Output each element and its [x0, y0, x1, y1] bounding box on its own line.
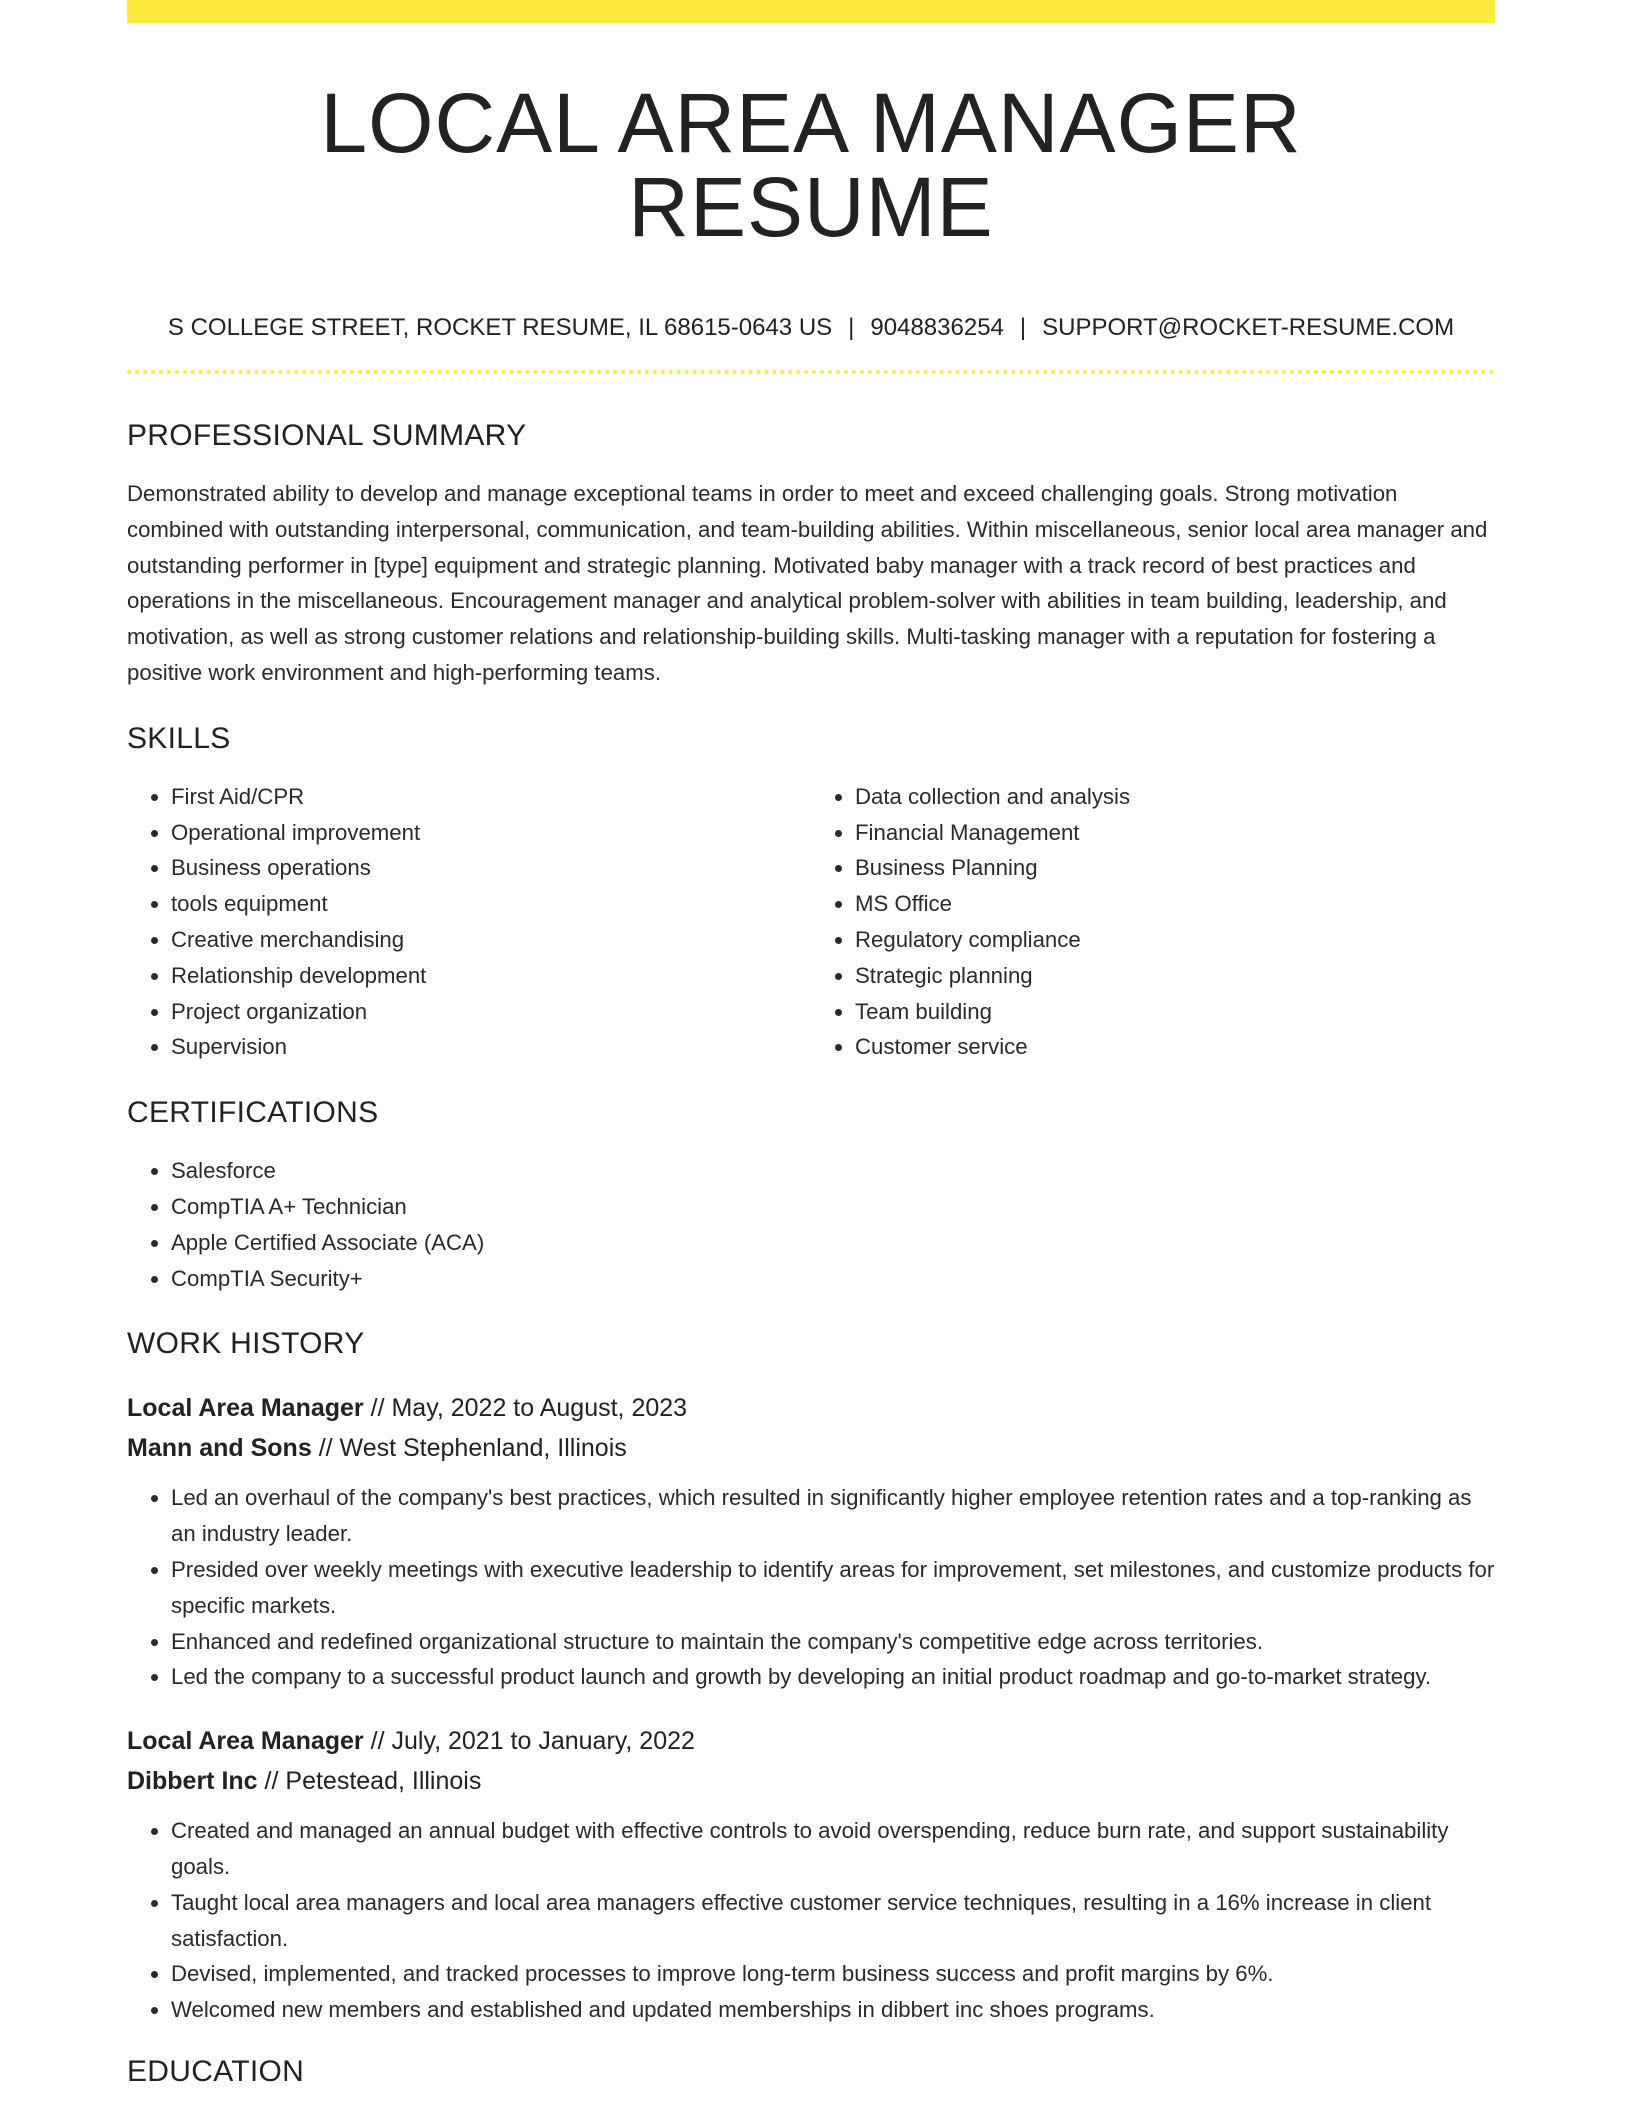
certification-item: • Apple Certified Associate (ACA): [171, 1225, 1495, 1261]
skill-item: • Team building: [855, 994, 1495, 1030]
skill-item: • First Aid/CPR: [171, 779, 811, 815]
certification-item: • CompTIA A+ Technician: [171, 1189, 1495, 1225]
job-bullets: [127, 1813, 1495, 2028]
contact-phone: 9048836254: [870, 314, 1004, 341]
contact-address: S COLLEGE STREET, ROCKET RESUME, IL 68615-0643 US: [167, 314, 833, 341]
skill-item: • Business Planning: [855, 850, 1495, 886]
skill-item: • Business operations: [171, 850, 811, 886]
job-bullet: • Devised, implemented, and tracked processes to improve long-term business success and profit margins by 6%.: [171, 1956, 1495, 1992]
job-company-line: [127, 1761, 1495, 1801]
certifications-list: [127, 1153, 1495, 1296]
job-bullet: • Taught local area managers and local area managers effective customer service techniques, resulting in a 16% increase in client satisfaction.: [171, 1885, 1495, 1957]
job-title-line: [127, 1388, 1495, 1428]
job-location: Petestead, Illinois: [285, 1767, 482, 1796]
job-company: Dibbert Inc: [127, 1767, 258, 1796]
section-heading-education: EDUCATION: [127, 2054, 305, 2088]
section-heading-certifications: CERTIFICATIONS: [127, 1096, 379, 1130]
section-heading-skills: SKILLS: [127, 721, 231, 755]
resume-page: [127, 0, 1495, 2090]
job-separator: //: [370, 1394, 385, 1423]
job-separator: //: [318, 1434, 333, 1463]
skill-item: • Project organization: [171, 994, 811, 1030]
skill-item: • Financial Management: [855, 815, 1495, 851]
job-title: Local Area Manager: [127, 1727, 364, 1756]
job-entry: [127, 1388, 1495, 1695]
skills-columns: [127, 779, 1495, 1065]
section-heading-summary: PROFESSIONAL SUMMARY: [127, 419, 527, 452]
job-company-line: [127, 1428, 1495, 1468]
skill-item: • Operational improvement: [171, 815, 811, 851]
job-bullets: [127, 1480, 1495, 1695]
certification-item: • Salesforce: [171, 1153, 1495, 1189]
contact-email: SUPPORT@ROCKET-RESUME.COM: [1042, 314, 1455, 341]
job-bullet: • Enhanced and redefined organizational structure to maintain the company's competitive edge across territories.: [171, 1624, 1495, 1660]
contact-separator: |: [1019, 314, 1027, 341]
job-title: Local Area Manager: [127, 1394, 364, 1423]
skill-item: • MS Office: [855, 886, 1495, 922]
job-bullet: • Welcomed new members and established and updated memberships in dibbert inc shoes programs.: [171, 1992, 1495, 2028]
section-heading-work-history: WORK HISTORY: [127, 1327, 365, 1361]
resume-title: LOCAL AREA MANAGER RESUME: [320, 76, 1302, 254]
accent-top-bar: [127, 0, 1495, 23]
job-company: Mann and Sons: [127, 1434, 312, 1463]
skills-list-right: [811, 779, 1495, 1065]
skill-item: • Strategic planning: [855, 958, 1495, 994]
contact-line: [127, 313, 1495, 343]
job-location: West Stephenland, Illinois: [339, 1434, 627, 1463]
summary-paragraph: Demonstrated ability to develop and manage exceptional teams in order to meet and exceed challenging goals. Strong motivation combined with outstanding interpersonal, communication, and team-building abilities. Within miscellaneous, senior local area manager and outstanding performer in [type] equipment and strategic planning. Motivated baby manager with a track record of best practices and operations in the miscellaneous. Encouragement manager and analytical problem-solver with abilities in team building, leadership, and motivation, as well as strong customer relations and relationship-building skills. Multi-tasking manager with a reputation for fostering a positive work environment and high-performing teams.: [127, 481, 1488, 685]
job-separator: //: [370, 1727, 385, 1756]
job-dates: May, 2022 to August, 2023: [391, 1394, 688, 1423]
job-bullet: • Led an overhaul of the company's best practices, which resulted in significantly higher employee retention rates and a top-ranking as an industry leader.: [171, 1480, 1495, 1552]
job-entry: [127, 1721, 1495, 2028]
job-bullet: • Presided over weekly meetings with executive leadership to identify areas for improvement, set milestones, and customize products for specific markets.: [171, 1552, 1495, 1624]
job-bullet: • Led the company to a successful product launch and growth by developing an initial product roadmap and go-to-market strategy.: [171, 1659, 1495, 1695]
contact-separator: |: [848, 314, 855, 341]
skill-item: • Regulatory compliance: [855, 922, 1495, 958]
skill-item: • Customer service: [855, 1029, 1495, 1065]
skill-item: • Supervision: [171, 1029, 811, 1065]
skills-list-left: [127, 779, 811, 1065]
job-bullet: • Created and managed an annual budget with effective controls to avoid overspending, reduce burn rate, and support sustainability goals.: [171, 1813, 1495, 1885]
job-dates: July, 2021 to January, 2022: [391, 1727, 695, 1756]
job-title-line: [127, 1721, 1495, 1761]
dotted-divider: [127, 370, 1495, 374]
job-separator: //: [264, 1767, 279, 1796]
certification-item: • CompTIA Security+: [171, 1261, 1495, 1297]
skill-item: • Data collection and analysis: [855, 779, 1495, 815]
skill-item: • Creative merchandising: [171, 922, 811, 958]
skill-item: • tools equipment: [171, 886, 811, 922]
skill-item: • Relationship development: [171, 958, 811, 994]
